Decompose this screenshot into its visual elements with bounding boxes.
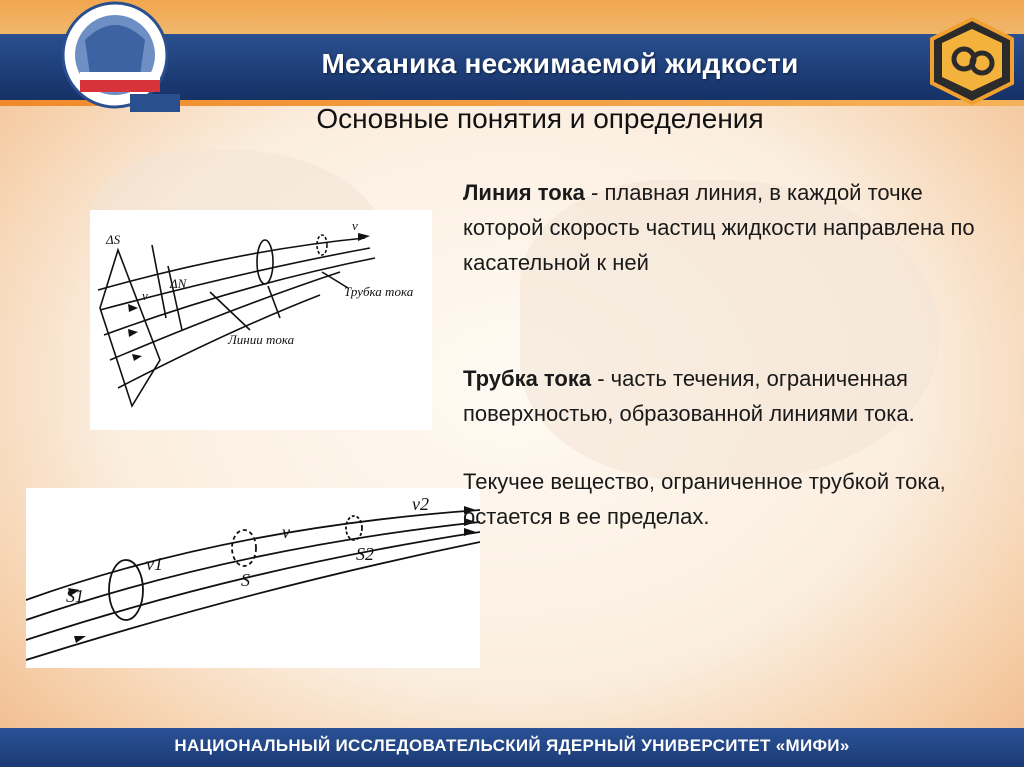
stream-tube-diagram xyxy=(26,488,480,668)
figure-label-velocity-top: v xyxy=(352,218,358,233)
slide-subtitle: Основные понятия и определения xyxy=(316,103,764,134)
figure-label-v2: v2 xyxy=(412,494,429,514)
figure-label-v: v xyxy=(282,522,290,542)
definition-note xyxy=(463,464,983,534)
mephi-logo-icon xyxy=(40,0,200,120)
definition-text: Текучее вещество, ограниченное трубкой тока, остается в ее пределах. xyxy=(463,469,946,529)
definition-stream-tube xyxy=(463,361,983,431)
definition-text: - часть течения, ограниченная поверхностью, образованной линиями тока. xyxy=(463,366,915,426)
figure-label-delta-s: ΔS xyxy=(106,232,121,247)
definition-term: Трубка тока xyxy=(463,366,592,391)
figure-label-velocity: v xyxy=(142,288,148,303)
slide-title: Механика несжимаемой жидкости xyxy=(321,48,799,79)
definition-text: - плавная линия, в каждой точке которой скорость частиц жидкости направлена по касательной к ней xyxy=(463,180,975,275)
definition-streamline xyxy=(463,175,983,280)
figure-label-s: S xyxy=(241,570,250,590)
definition-term: Линия тока xyxy=(463,180,585,205)
figure-label-lines: Линии тока xyxy=(228,332,295,347)
streamline-diagram xyxy=(90,210,432,430)
figure-label-v1: v1 xyxy=(146,554,163,574)
footer-text: НАЦИОНАЛЬНЫЙ ИССЛЕДОВАТЕЛЬСКИЙ ЯДЕРНЫЙ УНИВЕРСИТЕТ «МИФИ» xyxy=(174,736,850,755)
figure-label-tube: Трубка тока xyxy=(344,284,414,299)
figure-label-s1: S1 xyxy=(66,586,84,606)
faculty-logo-icon xyxy=(926,15,1018,107)
figure-label-delta-n: ΔN xyxy=(170,276,187,291)
figure-label-s2: S2 xyxy=(356,544,374,564)
